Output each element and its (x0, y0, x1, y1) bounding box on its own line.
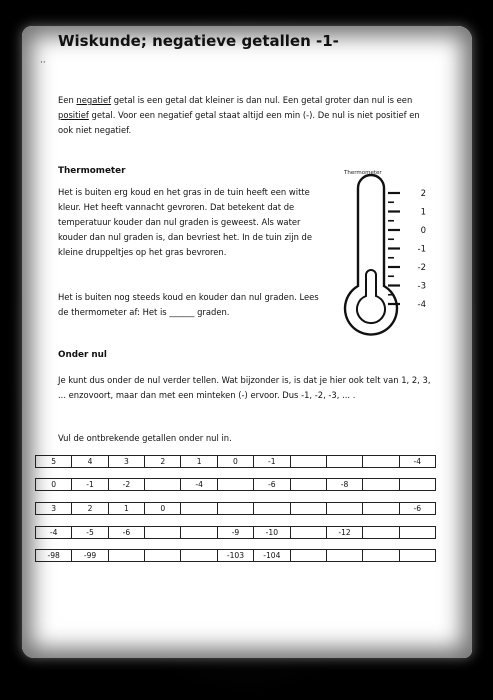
number-cell: -98 (36, 550, 72, 562)
table-row (36, 479, 436, 491)
answer-cell-empty[interactable] (108, 550, 144, 562)
intro-underline-negatief: negatief (76, 95, 112, 105)
number-cell: -6 (399, 503, 435, 515)
number-cell: -9 (217, 527, 253, 539)
thermometer-label: Thermometer (344, 170, 382, 176)
number-cell: 3 (36, 503, 72, 515)
answer-cell-empty[interactable] (363, 456, 399, 468)
answer-cell-empty[interactable] (363, 550, 399, 562)
onder-nul-paragraph: Je kunt dus onder de nul verder tellen. Wat bijzonder is, is dat je hier ook telt van 1, 2, 3, ... enzovoort, maar dan met een minteken (-) ervoor. Dus -1, -2, -3, ... . (58, 375, 431, 400)
thermometer-scale (388, 189, 426, 310)
thermometer-illustration (330, 160, 440, 380)
scale-tick-label: -3 (417, 281, 426, 292)
answer-cell-empty[interactable] (290, 503, 326, 515)
answer-cell-empty[interactable] (217, 503, 253, 515)
scale-tick-label: -2 (417, 263, 426, 273)
number-cell: 3 (108, 456, 144, 468)
number-cell: -4 (181, 479, 217, 491)
answer-cell-empty[interactable] (181, 527, 217, 539)
number-cell: 2 (145, 456, 181, 468)
answer-cell-empty[interactable] (181, 503, 217, 515)
scale-tick-label: -4 (417, 300, 426, 310)
number-cell: 0 (217, 456, 253, 468)
number-cell: 2 (72, 503, 108, 515)
number-cell: -103 (217, 550, 253, 562)
answer-cell-empty[interactable] (290, 479, 326, 491)
intro-text-1: Een (58, 95, 77, 105)
answer-cell-empty[interactable] (326, 503, 362, 515)
number-cell: -4 (399, 456, 435, 468)
number-cell: 0 (145, 503, 181, 515)
answer-cell-empty[interactable] (399, 550, 435, 562)
number-cell: 5 (36, 456, 72, 468)
table-row (36, 527, 436, 539)
thermometer-paragraph-1: Het is buiten erg koud en het gras in de tuin heeft een witte kleur. Het heeft vannacht gevroren. Dat betekent dat de temperatuur kouder dan nul graden is geweest. Als water kouder dan nul graden is, dan bevriest het. In de tuin zijn de kleine druppeltjes op het gras bevroren. (58, 187, 313, 257)
table-row (36, 503, 436, 515)
number-cell: -8 (326, 479, 362, 491)
answer-cell-empty[interactable] (363, 479, 399, 491)
scale-tick-label: 1 (420, 207, 426, 218)
heading-thermometer: Thermometer (58, 166, 126, 176)
scale-tick-label: 2 (420, 189, 426, 199)
number-cell: 1 (108, 503, 144, 515)
number-cell: -6 (254, 479, 290, 491)
number-cell: -4 (36, 527, 72, 539)
answer-cell-empty[interactable] (217, 479, 253, 491)
answer-cell-empty[interactable] (290, 550, 326, 562)
intro-text-2: getal is een getal dat kleiner is dan nul. Een getal groter dan nul is een (111, 95, 413, 105)
number-cell: 0 (36, 479, 72, 491)
intro-paragraph (58, 93, 436, 138)
number-cell: -5 (72, 527, 108, 539)
number-row-table (35, 526, 436, 539)
number-row-table (35, 502, 436, 515)
page-title: Wiskunde; negatieve getallen -1- (58, 32, 339, 50)
answer-cell-empty[interactable] (326, 456, 362, 468)
number-cell: -10 (254, 527, 290, 539)
answer-cell-empty[interactable] (145, 550, 181, 562)
heading-onder-nul: Onder nul (58, 350, 107, 360)
number-cell: -2 (108, 479, 144, 491)
number-cell: -12 (326, 527, 362, 539)
table-row (36, 456, 436, 468)
number-cell: 4 (72, 456, 108, 468)
table-row (36, 550, 436, 562)
number-row-table (35, 455, 436, 468)
number-cell: -1 (72, 479, 108, 491)
answer-cell-empty[interactable] (145, 527, 181, 539)
answer-cell-empty[interactable] (399, 527, 435, 539)
intro-text-3: getal. Voor een negatief getal staat altijd een min (-). De nul is niet positief en ook niet negatief. (58, 110, 420, 135)
number-row-table (35, 478, 436, 491)
number-cell: -6 (108, 527, 144, 539)
number-cell: -1 (254, 456, 290, 468)
answer-cell-empty[interactable] (145, 479, 181, 491)
scale-tick-label: 0 (420, 226, 426, 236)
answer-cell-empty[interactable] (290, 456, 326, 468)
answer-cell-empty[interactable] (363, 527, 399, 539)
number-row-table (35, 549, 436, 562)
number-cell: -99 (72, 550, 108, 562)
answer-cell-empty[interactable] (254, 503, 290, 515)
answer-cell-empty[interactable] (363, 503, 399, 515)
fill-in-instruction: Vul de ontbrekende getallen onder nul in. (58, 433, 232, 443)
intro-underline-positief: positief (58, 110, 89, 120)
answer-cell-empty[interactable] (399, 479, 435, 491)
answer-cell-empty[interactable] (290, 527, 326, 539)
thermometer-paragraph-2: Het is buiten nog steeds koud en kouder dan nul graden. Lees de thermometer af: Het is ______ graden. (58, 292, 319, 317)
answer-cell-empty[interactable] (326, 550, 362, 562)
scale-tick-label: -1 (417, 244, 426, 255)
number-cell: -104 (254, 550, 290, 562)
corner-mark: ·· (40, 58, 46, 68)
number-cell: 1 (181, 456, 217, 468)
answer-cell-empty[interactable] (181, 550, 217, 562)
